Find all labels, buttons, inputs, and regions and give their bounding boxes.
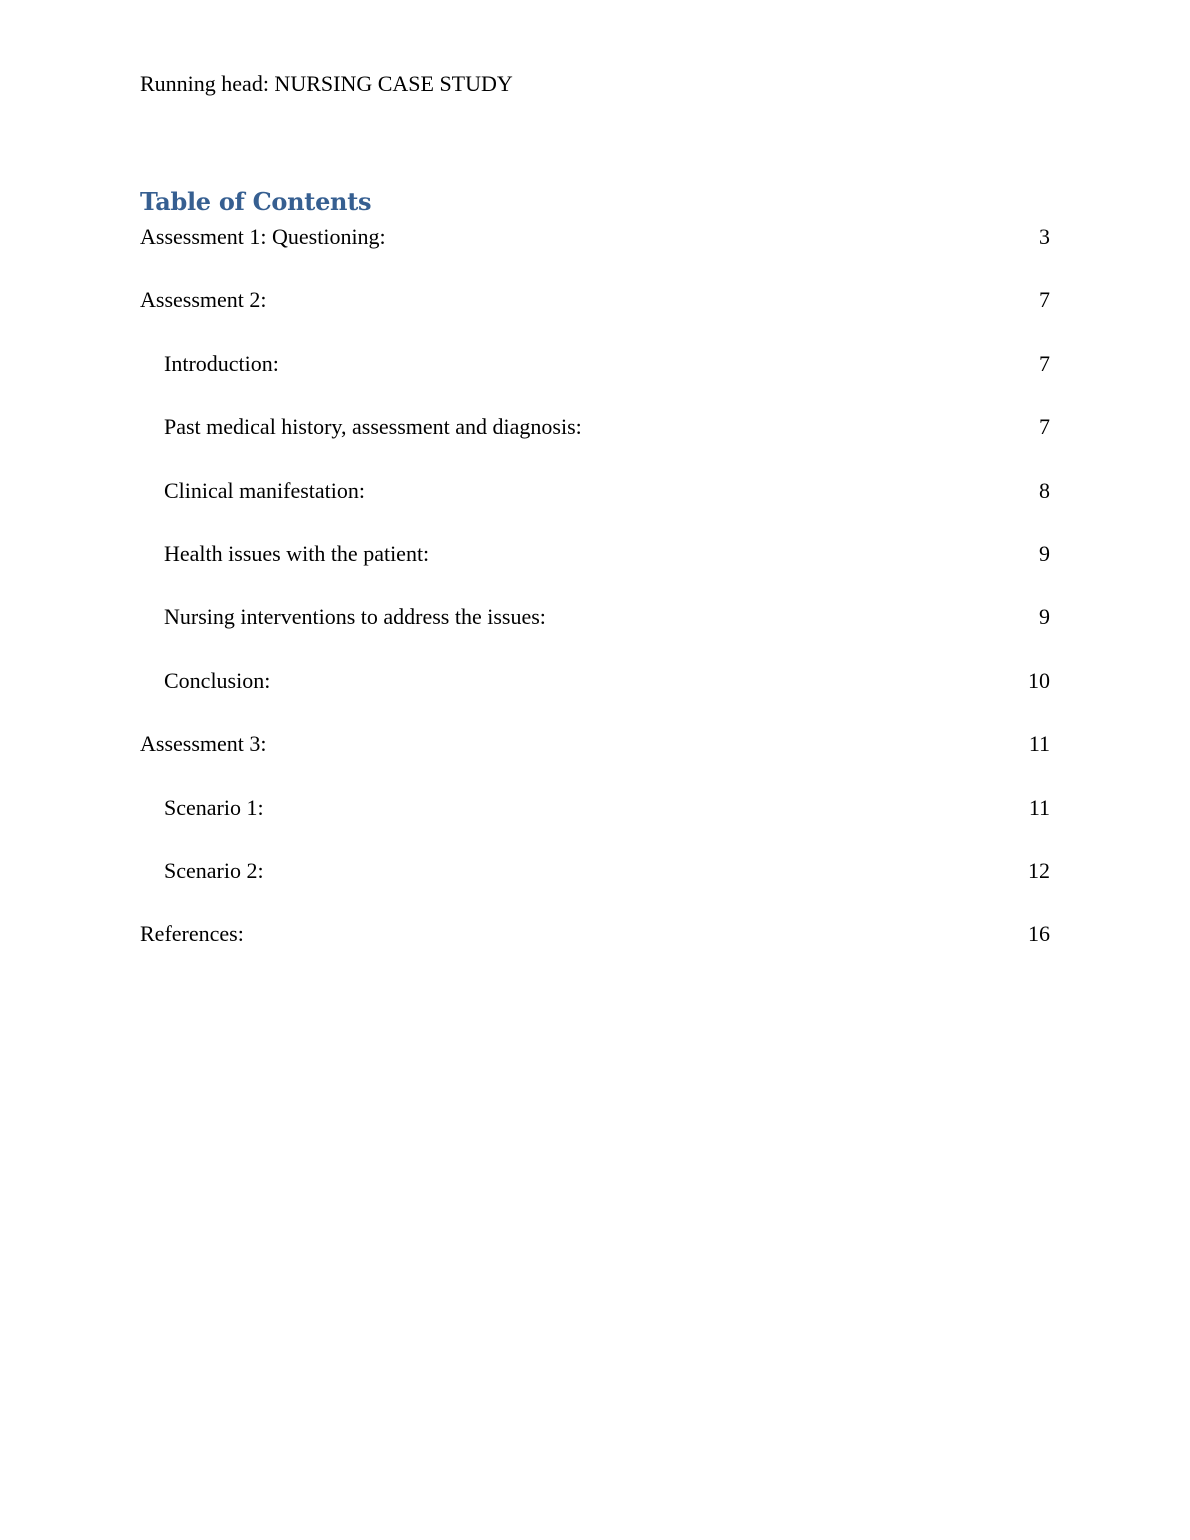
toc-entry-assessment-2[interactable] <box>140 286 1050 349</box>
toc-entry-page-number: 7 <box>1039 350 1050 376</box>
toc-entry-conclusion[interactable] <box>140 667 1050 730</box>
toc-entry-nursing-interventions[interactable] <box>140 603 1050 666</box>
toc-entry-label: References: <box>140 921 244 947</box>
toc-entry-label: Past medical history, assessment and diagnosis: <box>164 414 582 440</box>
toc-entry-label: Health issues with the patient: <box>164 540 430 566</box>
toc-entry-page-number: 16 <box>1028 921 1050 947</box>
toc-entry-assessment-1[interactable] <box>140 223 1050 286</box>
toc-list <box>140 223 1050 984</box>
toc-entry-label: Scenario 2: <box>164 857 264 883</box>
toc-entry-page-number: 7 <box>1039 287 1050 313</box>
toc-entry-page-number: 8 <box>1039 477 1050 503</box>
toc-entry-health-issues[interactable] <box>140 540 1050 603</box>
toc-entry-page-number: 11 <box>1028 794 1050 820</box>
toc-entry-page-number: 7 <box>1039 414 1050 440</box>
toc-entry-references[interactable] <box>140 920 1050 983</box>
toc-entry-page-number: 9 <box>1039 604 1050 630</box>
toc-entry-page-number: 11 <box>1028 731 1050 757</box>
toc-entry-label: Assessment 3: <box>140 731 267 757</box>
toc-entry-clinical-manifestation[interactable] <box>140 477 1050 540</box>
toc-entry-scenario-1[interactable] <box>140 794 1050 857</box>
toc-entry-label: Nursing interventions to address the issues: <box>164 604 546 630</box>
toc-entry-label: Clinical manifestation: <box>164 477 366 503</box>
toc-entry-past-medical-history[interactable] <box>140 413 1050 476</box>
toc-entry-introduction[interactable] <box>140 350 1050 413</box>
toc-entry-page-number: 9 <box>1039 540 1050 566</box>
toc-entry-label: Scenario 1: <box>164 794 264 820</box>
toc-entry-page-number: 3 <box>1039 224 1050 249</box>
toc-entry-scenario-2[interactable] <box>140 857 1050 920</box>
toc-entry-assessment-3[interactable] <box>140 730 1050 793</box>
toc-entry-label: Introduction: <box>164 350 279 376</box>
toc-entry-label: Assessment 1: Questioning: <box>140 224 386 249</box>
toc-entry-page-number: 12 <box>1028 857 1050 883</box>
toc-heading: Table of Contents <box>140 187 372 216</box>
toc-entry-label: Assessment 2: <box>140 287 267 313</box>
toc-entry-label: Conclusion: <box>164 667 271 693</box>
toc-entry-page-number: 10 <box>1028 667 1050 693</box>
running-head: Running head: NURSING CASE STUDY <box>140 71 513 96</box>
